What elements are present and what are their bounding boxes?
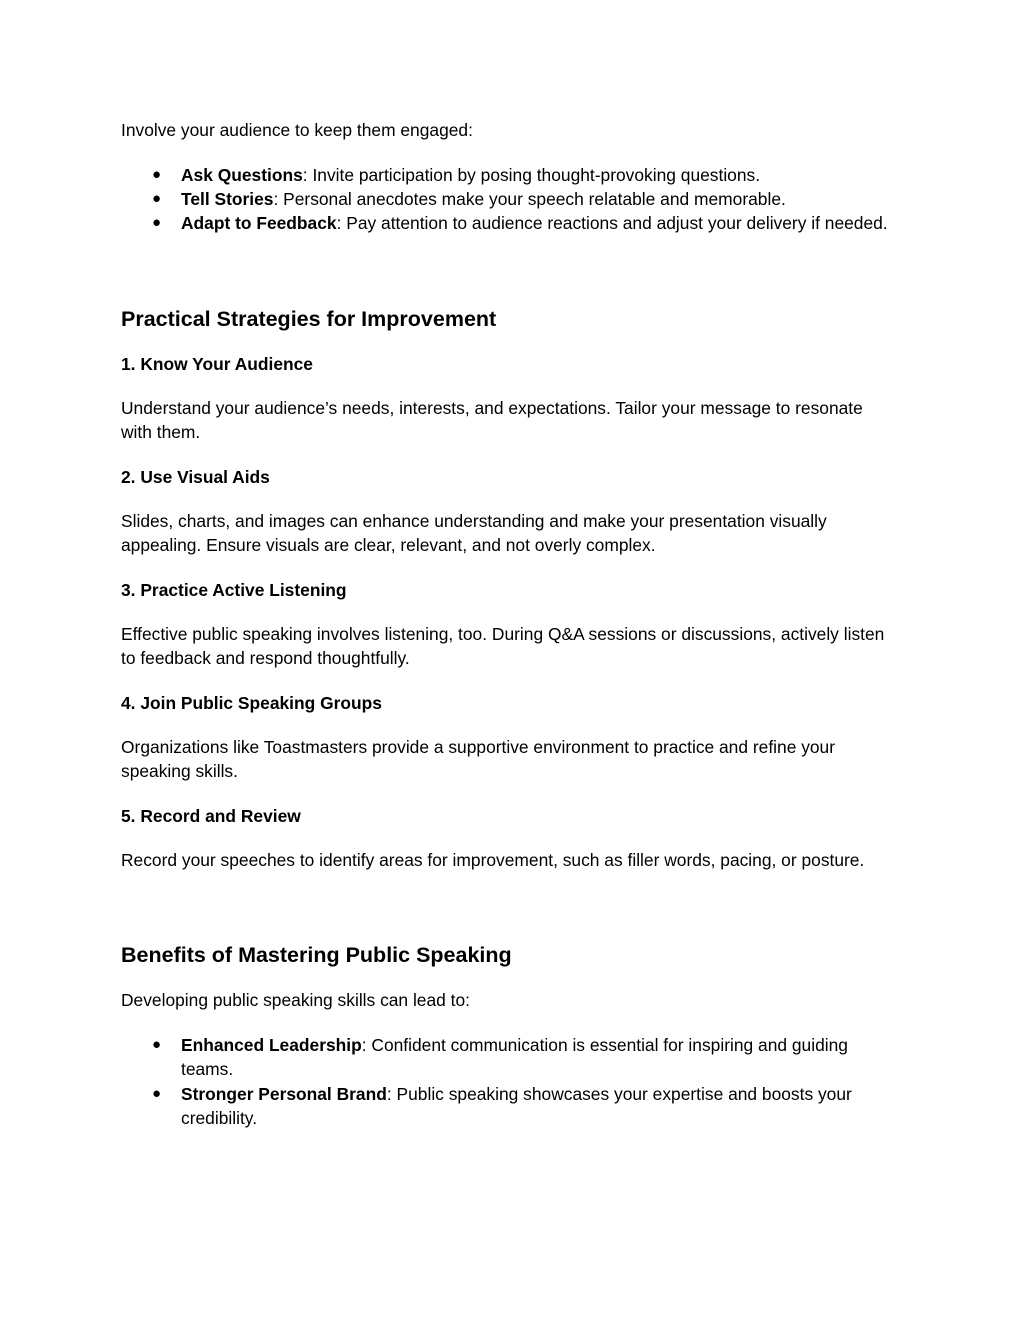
list-item [121, 211, 896, 235]
list-item-text: : Personal anecdotes make your speech relatable and memorable. [273, 188, 786, 209]
benefits-heading: Benefits of Mastering Public Speaking [121, 943, 512, 968]
strategy-text: Slides, charts, and images can enhance understanding and make your presentation visually appealing. Ensure visuals are clear, relevant, and not overly complex. [121, 510, 827, 556]
strategy-text: Record your speeches to identify areas for improvement, such as filler words, pacing, or posture. [121, 849, 865, 870]
list-item-text: : Pay attention to audience reactions and adjust your delivery if needed. [336, 213, 888, 234]
engagement-intro: Involve your audience to keep them engaged: [121, 120, 473, 140]
strategy-title: 4. Join Public Speaking Groups [121, 692, 382, 713]
benefits-intro: Developing public speaking skills can lead to: [121, 990, 470, 1011]
strategy-text: Organizations like Toastmasters provide a supportive environment to practice and refine your speaking skills. [121, 736, 836, 782]
bullet-icon: ● [152, 1035, 162, 1053]
strategy-text: Understand your audience’s needs, interests, and expectations. Tailor your message to resonate with them. [121, 397, 863, 443]
strategy-text: Effective public speaking involves listening, too. During Q&A sessions or discussions, actively listen to feedback and respond thoughtfully. [121, 623, 885, 669]
bullet-icon: ● [152, 214, 162, 232]
bullet-icon: ● [152, 1084, 162, 1102]
list-item-term: Tell Stories [181, 188, 274, 209]
bullet-icon: ● [152, 189, 162, 207]
list-item [121, 1033, 896, 1082]
list-item-term: Enhanced Leadership [181, 1034, 362, 1055]
engagement-list [121, 163, 896, 236]
strategy-title: 5. Record and Review [121, 805, 301, 826]
strategy-title: 1. Know Your Audience [121, 353, 313, 374]
list-item [121, 163, 896, 187]
strategy-title: 3. Practice Active Listening [121, 579, 347, 600]
list-item [121, 187, 896, 211]
list-item-term: Stronger Personal Brand [181, 1083, 387, 1104]
strategy-title: 2. Use Visual Aids [121, 466, 270, 487]
list-item-term: Ask Questions [181, 164, 303, 185]
document-page [121, 118, 896, 1130]
benefits-list [121, 1033, 896, 1131]
list-item-text: : Public speaking showcases your expertise and boosts your credibility. [181, 1083, 852, 1128]
list-item-text: : Confident communication is essential for inspiring and guiding teams. [181, 1034, 848, 1080]
list-item-text: : Invite participation by posing thought-provoking questions. [302, 164, 761, 185]
list-item-term: Adapt to Feedback [181, 213, 337, 234]
bullet-icon: ● [152, 165, 162, 183]
list-item [121, 1082, 896, 1131]
strategies-heading: Practical Strategies for Improvement [121, 306, 497, 331]
